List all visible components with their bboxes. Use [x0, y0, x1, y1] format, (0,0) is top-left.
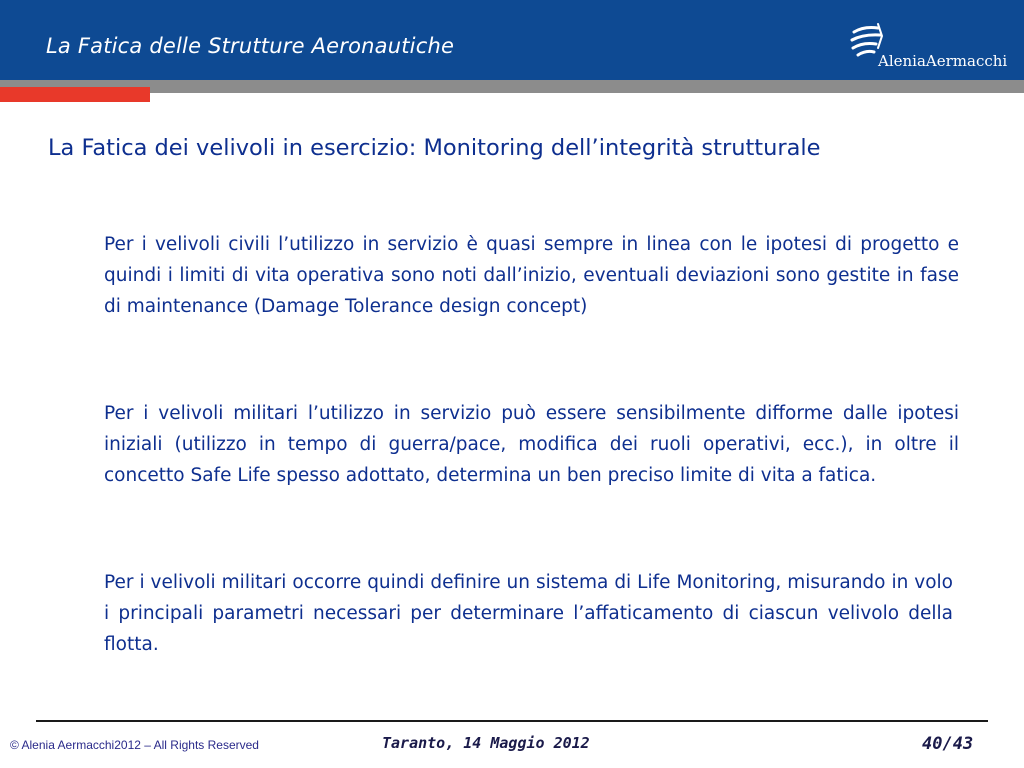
body-paragraph-3: Per i velivoli militari occorre quindi definire un sistema di Life Monitoring, misurando in volo i principali parametri necessari per determinare l’affaticamento di ciascun velivolo della flotta.: [104, 572, 953, 655]
header-bar: [0, 0, 1024, 80]
header-accent-band: [0, 87, 150, 102]
company-logo: [848, 22, 1014, 72]
body-paragraph-1: Per i velivoli civili l’utilizzo in servizio è quasi sempre in linea con le ipotesi di progetto e quindi i limiti di vita operativa sono noti dall’inizio, eventuali deviazioni sono gestite in fase di maintenance (Damage Tolerance design concept): [104, 234, 959, 317]
page-number: 40/43: [922, 734, 974, 754]
footer-date: Taranto, 14 Maggio 2012: [382, 734, 590, 752]
footer-divider: [36, 720, 988, 722]
header-divider-band: [0, 80, 1024, 93]
presentation-title: La Fatica delle Strutture Aeronautiche: [46, 34, 455, 58]
copyright-notice: © Alenia Aermacchi2012 – All Rights Reserved: [10, 738, 259, 752]
body-paragraph-2: Per i velivoli militari l’utilizzo in servizio può essere sensibilmente difforme dalle ipotesi iniziali (utilizzo in tempo di guerra/pace, modifica dei ruoli operativi, ecc.), in oltre il concetto Safe Life spesso adottato, determina un ben preciso limite di vita a fatica.: [104, 403, 959, 486]
slide-title: La Fatica dei velivoli in esercizio: Monitoring dell’integrità strutturale: [48, 135, 821, 161]
logo-wordmark: AleniaAermacchi: [878, 52, 1008, 70]
